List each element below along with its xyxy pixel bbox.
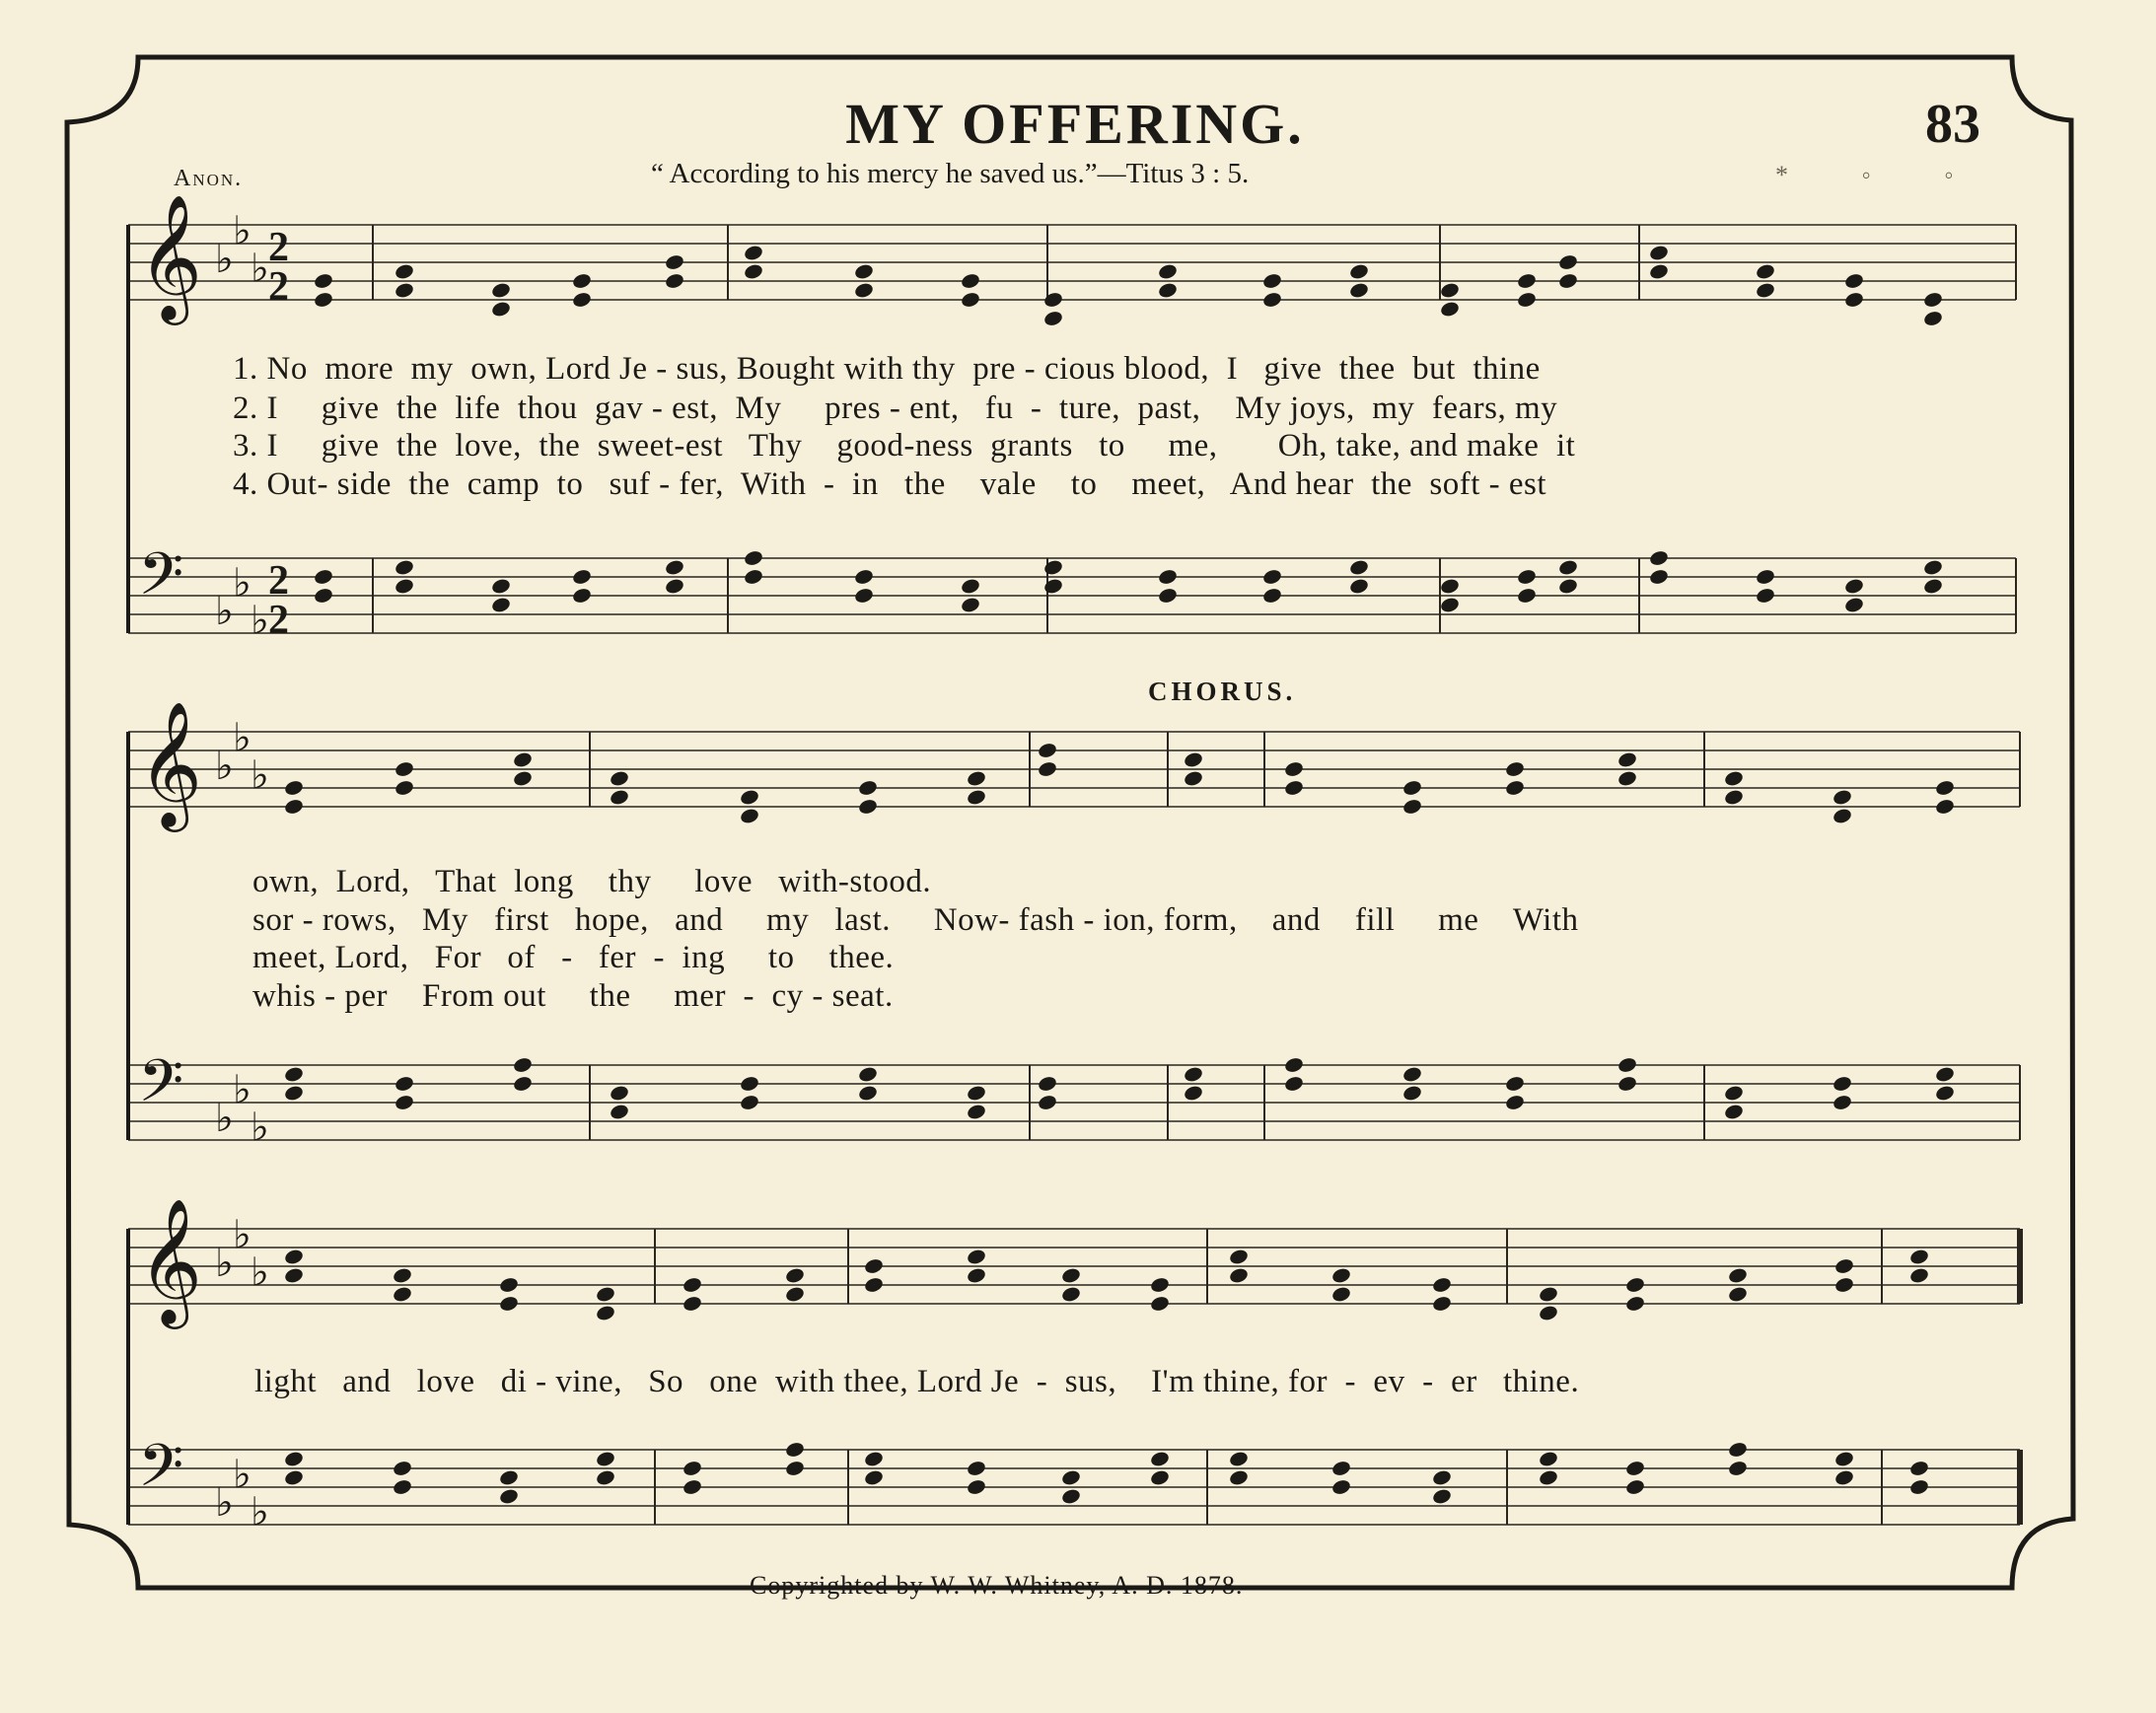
notehead-icon xyxy=(863,1276,884,1294)
notehead-icon xyxy=(1648,549,1669,567)
notehead-icon xyxy=(1431,1487,1452,1505)
notehead-icon xyxy=(1261,291,1282,309)
notehead-icon xyxy=(1283,1056,1304,1074)
notehead-icon xyxy=(394,1094,414,1111)
lyric-verse-4-cont: whis - per From out the mer - cy - seat. xyxy=(252,978,894,1014)
notehead-icon xyxy=(1922,291,1943,309)
notehead-icon xyxy=(1833,1276,1854,1294)
notehead-icon xyxy=(960,596,980,613)
notehead-icon xyxy=(1833,1257,1854,1275)
flat-icon: ♭ xyxy=(251,752,269,798)
notehead-icon xyxy=(1060,1487,1081,1505)
notehead-icon xyxy=(595,1468,615,1486)
notehead-icon xyxy=(1042,291,1063,309)
notehead-icon xyxy=(1042,310,1063,327)
notehead-icon xyxy=(1723,1103,1744,1120)
notehead-icon xyxy=(1037,1094,1057,1111)
notehead-icon xyxy=(1648,244,1669,261)
notehead-icon xyxy=(1727,1460,1748,1477)
notehead-icon xyxy=(1037,760,1057,778)
notehead-icon xyxy=(498,1276,519,1294)
notehead-icon xyxy=(1832,1094,1852,1111)
notehead-icon xyxy=(1538,1285,1558,1303)
copyright-notice: Copyrighted by W. W. Whitney, A. D. 1878. xyxy=(750,1571,1244,1600)
notehead-icon xyxy=(1261,568,1282,586)
notehead-icon xyxy=(863,1450,884,1467)
flat-icon: ♭ xyxy=(251,1249,269,1295)
notehead-icon xyxy=(498,1487,519,1505)
notehead-icon xyxy=(392,1285,412,1303)
notehead-icon xyxy=(1624,1295,1645,1313)
flat-icon: ♭ xyxy=(233,208,252,253)
notehead-icon xyxy=(1042,577,1063,595)
notehead-icon xyxy=(1557,272,1578,290)
notehead-icon xyxy=(1538,1304,1558,1321)
notehead-icon xyxy=(1149,1468,1170,1486)
notehead-icon xyxy=(1516,587,1537,605)
notehead-icon xyxy=(1401,1065,1422,1083)
notehead-icon xyxy=(784,1285,805,1303)
notehead-icon xyxy=(1183,769,1203,787)
flat-icon: ♭ xyxy=(233,1067,252,1112)
notehead-icon xyxy=(490,281,511,299)
notehead-icon xyxy=(512,1075,533,1093)
notehead-icon xyxy=(1617,1075,1637,1093)
notehead-icon xyxy=(1060,1266,1081,1284)
notehead-icon xyxy=(1330,1460,1351,1477)
notehead-icon xyxy=(966,1478,986,1496)
notehead-icon xyxy=(392,1266,412,1284)
chorus-label: CHORUS. xyxy=(1148,677,1297,706)
flat-icon: ♭ xyxy=(251,598,269,643)
notehead-icon xyxy=(1648,568,1669,586)
notehead-icon xyxy=(1439,281,1460,299)
notehead-icon xyxy=(784,1266,805,1284)
notehead-icon xyxy=(1228,1248,1249,1265)
notehead-icon xyxy=(571,568,592,586)
lyric-verse-3: 3. I give the love, the sweet-est Thy good-ness grants to me, Oh, take, and make it xyxy=(233,428,1576,464)
notehead-icon xyxy=(966,1266,986,1284)
notehead-icon xyxy=(1149,1295,1170,1313)
notehead-icon xyxy=(1504,779,1525,797)
notehead-icon xyxy=(1922,310,1943,327)
notehead-icon xyxy=(1843,291,1864,309)
notehead-icon xyxy=(1261,587,1282,605)
notehead-icon xyxy=(1538,1450,1558,1467)
notehead-icon xyxy=(1908,1478,1929,1496)
notehead-icon xyxy=(853,281,874,299)
lyric-verse-1-cont: own, Lord, That long thy love with-stood. xyxy=(252,864,932,899)
notehead-icon xyxy=(1843,577,1864,595)
notehead-icon xyxy=(512,769,533,787)
notehead-icon xyxy=(313,587,333,605)
notehead-icon xyxy=(1624,1478,1645,1496)
notehead-icon xyxy=(1624,1460,1645,1477)
notehead-icon xyxy=(664,558,684,576)
notehead-icon xyxy=(498,1468,519,1486)
notehead-icon xyxy=(966,1460,986,1477)
notehead-icon xyxy=(394,281,414,299)
notehead-icon xyxy=(1617,769,1637,787)
notehead-icon xyxy=(1037,742,1057,759)
notehead-icon xyxy=(498,1295,519,1313)
notehead-icon xyxy=(664,577,684,595)
notehead-icon xyxy=(1723,788,1744,806)
notehead-icon xyxy=(1755,262,1775,280)
notehead-icon xyxy=(853,262,874,280)
notehead-icon xyxy=(1330,1285,1351,1303)
notehead-icon xyxy=(283,779,304,797)
notehead-icon xyxy=(1149,1276,1170,1294)
notehead-icon xyxy=(394,1075,414,1093)
flat-icon: ♭ xyxy=(233,560,252,606)
notehead-icon xyxy=(863,1468,884,1486)
notehead-icon xyxy=(1157,262,1178,280)
notehead-icon xyxy=(1832,1075,1852,1093)
notehead-icon xyxy=(743,262,763,280)
notehead-icon xyxy=(1228,1468,1249,1486)
notehead-icon xyxy=(960,291,980,309)
notehead-icon xyxy=(1727,1285,1748,1303)
notehead-icon xyxy=(1934,1065,1955,1083)
notehead-icon xyxy=(853,568,874,586)
treble-clef-icon: 𝄞 xyxy=(138,197,203,318)
notehead-icon xyxy=(1401,779,1422,797)
notehead-icon xyxy=(1617,750,1637,768)
notehead-icon xyxy=(1538,1468,1558,1486)
notehead-icon xyxy=(739,807,759,824)
scripture-epigraph: “ According to his mercy he saved us.”—Titus 3 : 5. xyxy=(651,158,1250,189)
hymn-title: MY OFFERING. xyxy=(845,92,1305,156)
notehead-icon xyxy=(1516,272,1537,290)
notehead-icon xyxy=(1401,1084,1422,1102)
notehead-icon xyxy=(1157,568,1178,586)
notehead-icon xyxy=(784,1441,805,1459)
lyric-verse-4: 4. Out- side the camp to suf - fer, With - in the vale to meet, And hear the soft - est xyxy=(233,466,1547,502)
notehead-icon xyxy=(1183,1065,1203,1083)
notehead-icon xyxy=(1348,281,1369,299)
notehead-icon xyxy=(960,577,980,595)
notehead-icon xyxy=(571,291,592,309)
notehead-icon xyxy=(1908,1266,1929,1284)
notehead-icon xyxy=(1431,1276,1452,1294)
notehead-icon xyxy=(1723,769,1744,787)
notehead-icon xyxy=(966,1084,986,1102)
notehead-icon xyxy=(595,1304,615,1321)
treble-clef-icon: 𝄞 xyxy=(138,1201,203,1321)
notehead-icon xyxy=(1557,558,1578,576)
notehead-icon xyxy=(1557,577,1578,595)
notehead-icon xyxy=(1228,1450,1249,1467)
lyric-chorus: light and love di - vine, So one with thee, Lord Je - sus, I'm thine, for - ev - er thine. xyxy=(254,1364,1580,1399)
notehead-icon xyxy=(1439,596,1460,613)
flat-icon: ♭ xyxy=(215,589,234,633)
notehead-icon xyxy=(966,769,986,787)
notehead-icon xyxy=(1755,587,1775,605)
notehead-icon xyxy=(1157,587,1178,605)
notehead-icon xyxy=(863,1257,884,1275)
notehead-icon xyxy=(1617,1056,1637,1074)
notehead-icon xyxy=(1908,1248,1929,1265)
notehead-icon xyxy=(609,788,629,806)
notehead-icon xyxy=(857,798,878,816)
notehead-icon xyxy=(1157,281,1178,299)
composer-credit: Anon. xyxy=(174,166,244,191)
time-signature: 2 xyxy=(268,225,289,270)
notehead-icon xyxy=(283,798,304,816)
notehead-icon xyxy=(1624,1276,1645,1294)
notehead-icon xyxy=(1516,568,1537,586)
notehead-icon xyxy=(1439,300,1460,318)
notehead-icon xyxy=(1439,577,1460,595)
notehead-icon xyxy=(283,1065,304,1083)
flat-icon: ♭ xyxy=(215,237,234,281)
notehead-icon xyxy=(1431,1468,1452,1486)
treble-clef-icon: 𝄞 xyxy=(138,704,203,824)
notehead-icon xyxy=(1934,1084,1955,1102)
page-number: 83 xyxy=(1925,94,1980,155)
notehead-icon xyxy=(609,1084,629,1102)
notehead-icon xyxy=(1843,272,1864,290)
notehead-icon xyxy=(743,549,763,567)
notehead-icon xyxy=(1934,779,1955,797)
notehead-icon xyxy=(743,568,763,586)
flat-icon: ♭ xyxy=(215,1096,234,1140)
notehead-icon xyxy=(283,1266,304,1284)
notehead-icon xyxy=(283,1084,304,1102)
notehead-icon xyxy=(1348,577,1369,595)
lyric-verse-2: 2. I give the life thou gav - est, My pres - ent, fu - ture, past, My joys, my fears, my xyxy=(233,391,1558,426)
flat-icon: ♭ xyxy=(233,715,252,760)
notehead-icon xyxy=(853,587,874,605)
notehead-icon xyxy=(571,587,592,605)
notehead-icon xyxy=(490,577,511,595)
notehead-icon xyxy=(1755,568,1775,586)
notehead-icon xyxy=(1183,1084,1203,1102)
notehead-icon xyxy=(1348,262,1369,280)
notehead-icon xyxy=(1727,1441,1748,1459)
notehead-icon xyxy=(392,1478,412,1496)
notehead-icon xyxy=(512,750,533,768)
notehead-icon xyxy=(1283,779,1304,797)
lyric-verse-2-cont: sor - rows, My first hope, and my last. Now- fash - ion, form, and fill me With xyxy=(252,902,1579,938)
notehead-icon xyxy=(966,788,986,806)
notehead-icon xyxy=(1833,1450,1854,1467)
notehead-icon xyxy=(1149,1450,1170,1467)
notehead-icon xyxy=(1060,1285,1081,1303)
notehead-icon xyxy=(1330,1478,1351,1496)
notehead-icon xyxy=(1348,558,1369,576)
notehead-icon xyxy=(283,1468,304,1486)
notehead-icon xyxy=(1401,798,1422,816)
notehead-icon xyxy=(857,1065,878,1083)
notehead-icon xyxy=(1283,1075,1304,1093)
notehead-icon xyxy=(682,1295,702,1313)
lyric-verse-1: 1. No more my own, Lord Je - sus, Bought with thy pre - cious blood, I give thee but thine xyxy=(233,351,1541,387)
notehead-icon xyxy=(1922,577,1943,595)
notehead-icon xyxy=(595,1285,615,1303)
notehead-icon xyxy=(394,577,414,595)
flat-icon: ♭ xyxy=(233,1452,252,1497)
bass-clef-icon: 𝄢 xyxy=(138,542,184,621)
notehead-icon xyxy=(682,1460,702,1477)
notehead-icon xyxy=(609,1103,629,1120)
notehead-icon xyxy=(1504,1094,1525,1111)
notehead-icon xyxy=(392,1460,412,1477)
flat-icon: ♭ xyxy=(251,1489,269,1535)
notehead-icon xyxy=(595,1450,615,1467)
bass-clef-icon: 𝄢 xyxy=(138,1434,184,1513)
notehead-icon xyxy=(1934,798,1955,816)
flat-icon: ♭ xyxy=(251,1105,269,1150)
flat-icon: ♭ xyxy=(215,744,234,788)
flat-icon: ♭ xyxy=(215,1241,234,1285)
notehead-icon xyxy=(490,596,511,613)
notehead-icon xyxy=(609,769,629,787)
notehead-icon xyxy=(1060,1468,1081,1486)
lyric-verse-3-cont: meet, Lord, For of - fer - ing to thee. xyxy=(252,940,895,975)
flat-icon: ♭ xyxy=(215,1480,234,1525)
flat-icon: ♭ xyxy=(251,246,269,291)
notehead-icon xyxy=(1723,1084,1744,1102)
notehead-icon xyxy=(664,272,684,290)
notehead-icon xyxy=(960,272,980,290)
flat-icon: ♭ xyxy=(233,1212,252,1257)
notehead-icon xyxy=(313,291,333,309)
notehead-icon xyxy=(394,262,414,280)
notehead-icon xyxy=(743,244,763,261)
time-signature: 2 xyxy=(268,598,289,643)
notehead-icon xyxy=(966,1103,986,1120)
notehead-icon xyxy=(784,1460,805,1477)
notehead-icon xyxy=(1504,760,1525,778)
notehead-icon xyxy=(571,272,592,290)
notehead-icon xyxy=(857,1084,878,1102)
notehead-icon xyxy=(283,1248,304,1265)
notehead-icon xyxy=(682,1276,702,1294)
ornament-stars: * ◦ ◦ xyxy=(1775,161,1987,189)
notehead-icon xyxy=(739,788,759,806)
notehead-icon xyxy=(739,1094,759,1111)
notehead-icon xyxy=(394,760,414,778)
notehead-icon xyxy=(1330,1266,1351,1284)
notehead-icon xyxy=(1504,1075,1525,1093)
notehead-icon xyxy=(1183,750,1203,768)
notehead-icon xyxy=(1833,1468,1854,1486)
notehead-icon xyxy=(857,779,878,797)
notehead-icon xyxy=(394,558,414,576)
notehead-icon xyxy=(1037,1075,1057,1093)
notehead-icon xyxy=(1832,788,1852,806)
notehead-icon xyxy=(490,300,511,318)
notehead-icon xyxy=(1431,1295,1452,1313)
notehead-icon xyxy=(313,272,333,290)
notehead-icon xyxy=(1908,1460,1929,1477)
notehead-icon xyxy=(1727,1266,1748,1284)
notehead-icon xyxy=(394,779,414,797)
notehead-icon xyxy=(512,1056,533,1074)
notehead-icon xyxy=(682,1478,702,1496)
notehead-icon xyxy=(664,253,684,271)
notehead-icon xyxy=(739,1075,759,1093)
notehead-icon xyxy=(1922,558,1943,576)
notehead-icon xyxy=(313,568,333,586)
notehead-icon xyxy=(1755,281,1775,299)
notehead-icon xyxy=(1283,760,1304,778)
notehead-icon xyxy=(1832,807,1852,824)
notehead-icon xyxy=(1843,596,1864,613)
notehead-icon xyxy=(1228,1266,1249,1284)
notehead-icon xyxy=(1042,558,1063,576)
notehead-icon xyxy=(1261,272,1282,290)
notehead-icon xyxy=(1648,262,1669,280)
time-signature: 2 xyxy=(268,264,289,310)
notehead-icon xyxy=(966,1248,986,1265)
time-signature: 2 xyxy=(268,558,289,604)
notehead-icon xyxy=(283,1450,304,1467)
notehead-icon xyxy=(1516,291,1537,309)
bass-clef-icon: 𝄢 xyxy=(138,1049,184,1128)
notehead-icon xyxy=(1557,253,1578,271)
